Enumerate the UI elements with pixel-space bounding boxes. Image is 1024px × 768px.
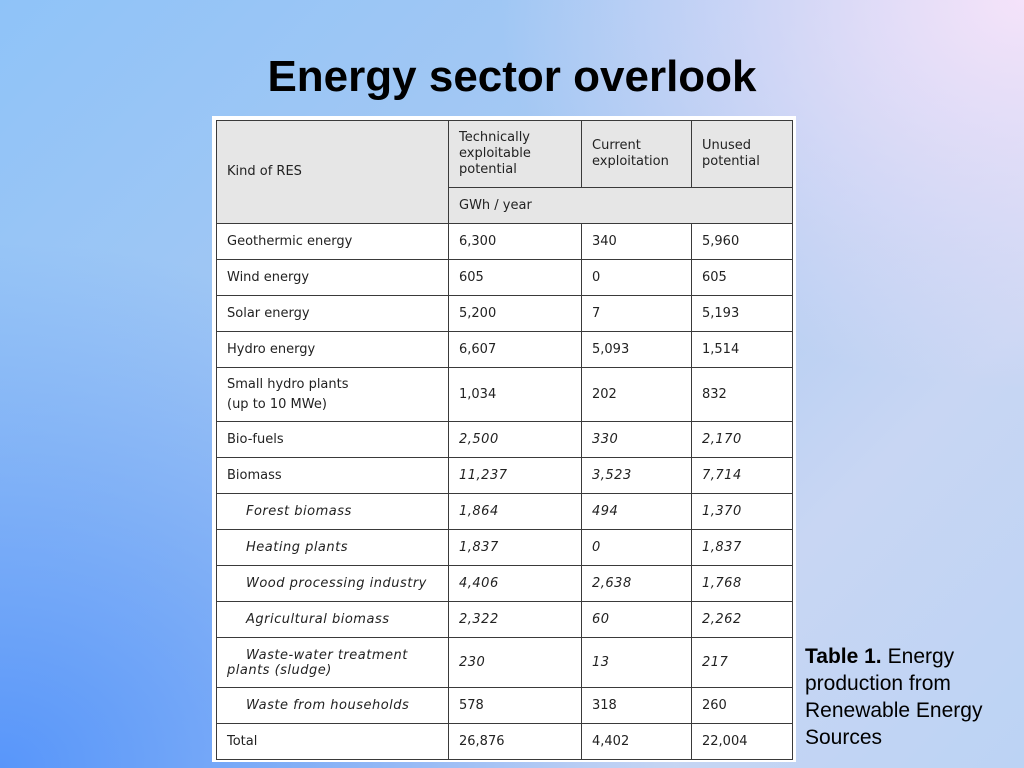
cell-unused: 2,170	[692, 422, 793, 458]
cell-technical: 6,300	[449, 224, 582, 260]
cell-kind-line1: Small hydro plants	[227, 376, 349, 392]
cell-unused: 1,370	[692, 494, 793, 530]
res-table	[216, 120, 793, 760]
table-row	[217, 422, 793, 458]
cell-kind-line1: Waste-water treatment	[246, 647, 408, 663]
cell-technical: 2,500	[449, 422, 582, 458]
table-row	[217, 602, 793, 638]
cell-kind: Bio-fuels	[217, 422, 449, 458]
table-row	[217, 332, 793, 368]
header-unused: Unused potential	[692, 121, 793, 188]
cell-current: 7	[582, 296, 692, 332]
header-unit: GWh / year	[449, 188, 793, 224]
cell-kind: Forest biomass	[217, 494, 449, 530]
cell-technical: 4,406	[449, 566, 582, 602]
caption-label: Table 1.	[805, 645, 882, 668]
table-row	[217, 494, 793, 530]
cell-technical: 578	[449, 688, 582, 724]
header-current: Current exploitation	[582, 121, 692, 188]
cell-unused: 217	[692, 638, 793, 688]
table-row	[217, 638, 793, 688]
cell-current: 5,093	[582, 332, 692, 368]
cell-unused: 1,837	[692, 530, 793, 566]
table-row-total	[217, 724, 793, 760]
table-row	[217, 458, 793, 494]
cell-kind: Biomass	[217, 458, 449, 494]
cell-current: 340	[582, 224, 692, 260]
cell-unused: 2,262	[692, 602, 793, 638]
cell-current: 0	[582, 260, 692, 296]
table-row	[217, 260, 793, 296]
cell-current: 13	[582, 638, 692, 688]
cell-kind: Heating plants	[217, 530, 449, 566]
cell-unused: 605	[692, 260, 793, 296]
cell-technical: 11,237	[449, 458, 582, 494]
cell-kind	[217, 638, 449, 688]
cell-technical: 2,322	[449, 602, 582, 638]
cell-current: 318	[582, 688, 692, 724]
cell-current: 3,523	[582, 458, 692, 494]
cell-unused: 260	[692, 688, 793, 724]
cell-unused: 7,714	[692, 458, 793, 494]
cell-unused: 22,004	[692, 724, 793, 760]
cell-unused: 1,514	[692, 332, 793, 368]
table-row	[217, 296, 793, 332]
slide-title: Energy sector overlook	[267, 52, 757, 101]
cell-unused: 832	[692, 368, 793, 422]
cell-technical: 605	[449, 260, 582, 296]
table-row	[217, 530, 793, 566]
cell-current: 4,402	[582, 724, 692, 760]
cell-kind: Hydro energy	[217, 332, 449, 368]
cell-current: 330	[582, 422, 692, 458]
cell-technical: 1,837	[449, 530, 582, 566]
table-row	[217, 368, 793, 422]
cell-kind: Wind energy	[217, 260, 449, 296]
cell-kind: Total	[217, 724, 449, 760]
cell-kind: Wood processing industry	[217, 566, 449, 602]
caption-text: Energy production from Renewable Energy Sources	[805, 645, 983, 749]
cell-kind	[217, 368, 449, 422]
header-kind: Kind of RES	[217, 121, 449, 224]
cell-kind-line2: plants (sludge)	[227, 662, 332, 678]
cell-kind-line2: (up to 10 MWe)	[227, 396, 327, 412]
cell-unused: 5,193	[692, 296, 793, 332]
cell-technical: 1,864	[449, 494, 582, 530]
cell-kind: Waste from households	[217, 688, 449, 724]
header-technically: Technically exploitable potential	[449, 121, 582, 188]
cell-current: 60	[582, 602, 692, 638]
res-table-frame	[212, 116, 796, 762]
table-caption	[805, 643, 1015, 751]
cell-kind: Agricultural biomass	[217, 602, 449, 638]
cell-current: 202	[582, 368, 692, 422]
cell-current: 494	[582, 494, 692, 530]
cell-unused: 1,768	[692, 566, 793, 602]
cell-current: 2,638	[582, 566, 692, 602]
cell-technical: 26,876	[449, 724, 582, 760]
table-row	[217, 688, 793, 724]
cell-technical: 5,200	[449, 296, 582, 332]
cell-technical: 1,034	[449, 368, 582, 422]
cell-technical: 230	[449, 638, 582, 688]
table-row	[217, 224, 793, 260]
cell-kind: Geothermic energy	[217, 224, 449, 260]
cell-kind: Solar energy	[217, 296, 449, 332]
cell-technical: 6,607	[449, 332, 582, 368]
cell-current: 0	[582, 530, 692, 566]
cell-unused: 5,960	[692, 224, 793, 260]
table-row	[217, 566, 793, 602]
